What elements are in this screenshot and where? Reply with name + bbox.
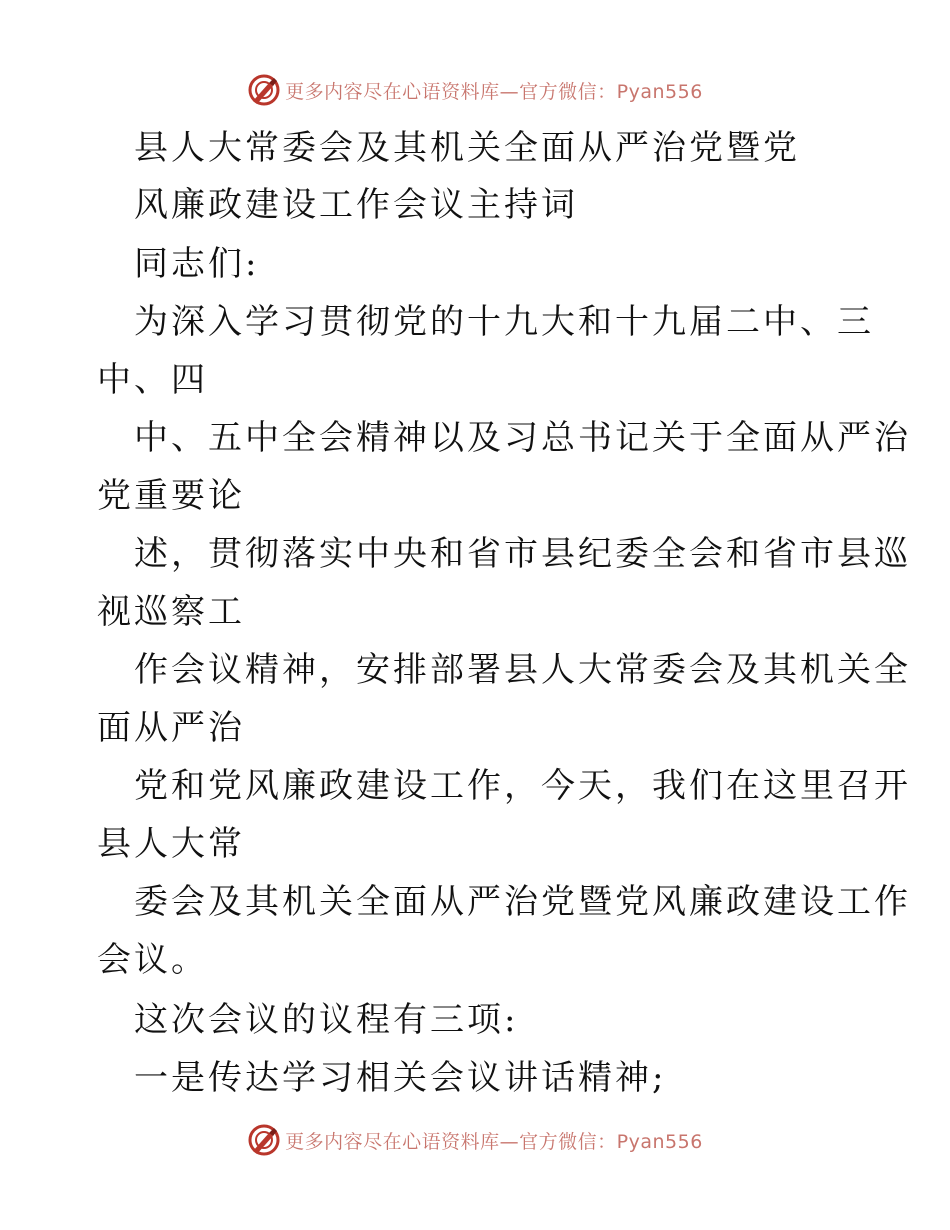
body-line: 中、五中全会精神以及习总书记关于全面从严治: [134, 418, 911, 458]
body-line: 委会及其机关全面从严治党暨党风廉政建设工作: [134, 882, 911, 922]
body-line: 述，贯彻落实中央和省市县纪委全会和省市县巡: [134, 534, 911, 574]
body-line: 县人大常: [97, 824, 245, 864]
pen-logo-icon: [247, 73, 281, 107]
body-line: 党重要论: [97, 476, 245, 516]
body-line: 为深入学习贯彻党的十九大和十九届二中、三: [134, 302, 874, 342]
agenda-item-1: 一是传达学习相关会议讲话精神;: [134, 1058, 667, 1098]
body-line: 会议。: [97, 940, 208, 980]
body-line: 视巡察工: [97, 592, 245, 632]
document-title-line-1: 县人大常委会及其机关全面从严治党暨党: [134, 128, 800, 168]
watermark-text: 更多内容尽在心语资料库—官方微信：Pyan556: [285, 1130, 703, 1153]
document-title-line-2: 风廉政建设工作会议主持词: [134, 185, 578, 225]
body-line: 作会议精神，安排部署县人大常委会及其机关全: [134, 650, 911, 690]
pen-logo-icon: [247, 1123, 281, 1157]
body-line: 党和党风廉政建设工作，今天，我们在这里召开: [134, 766, 911, 806]
salutation: 同志们:: [134, 244, 260, 284]
body-line: 面从严治: [97, 708, 245, 748]
watermark-header: [0, 72, 950, 108]
agenda-intro: 这次会议的议程有三项:: [134, 1000, 519, 1040]
watermark-footer: [0, 1122, 950, 1158]
watermark-text: 更多内容尽在心语资料库—官方微信：Pyan556: [285, 80, 703, 103]
body-line: 中、四: [97, 360, 208, 400]
